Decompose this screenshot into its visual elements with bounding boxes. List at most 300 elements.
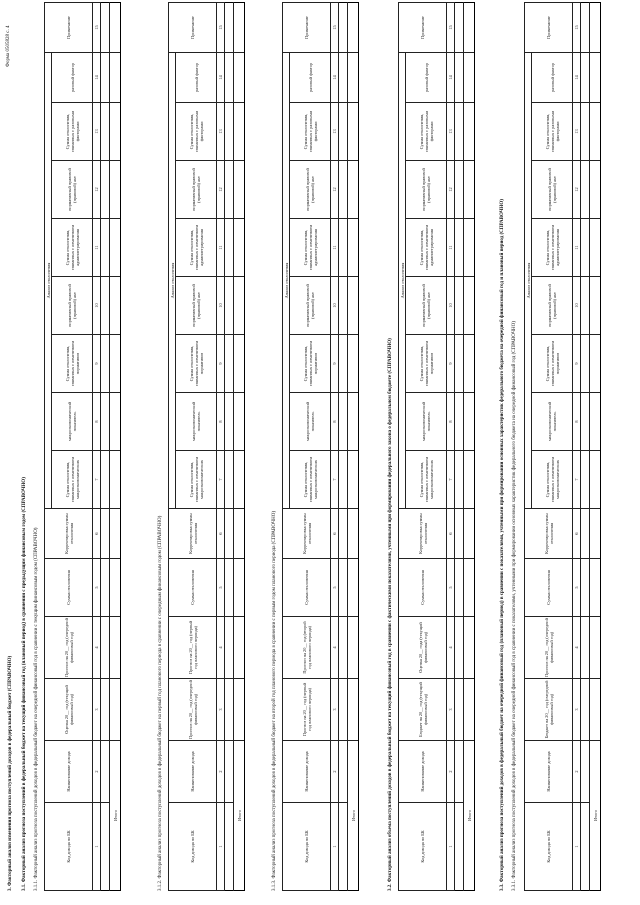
total-cell bbox=[234, 679, 245, 741]
data-cell bbox=[225, 559, 234, 617]
col-correction: Корректировка суммы отклонения bbox=[283, 509, 331, 559]
col-number: 13 bbox=[447, 103, 455, 161]
total-cell bbox=[590, 53, 601, 103]
data-cell bbox=[101, 509, 110, 559]
subsection-3-3-1: 3.3.1. Факторный анализ прогноза поступлений доходов в федеральный бюджет на очередной финансовый год в сравнении с показателями, учтенными при формировании основных характеристик федерального бюджета на очередной финансовый год (СПРАВОЧНО) bbox=[512, 321, 517, 891]
total-cell bbox=[590, 509, 601, 559]
col-number: 3 bbox=[331, 679, 339, 741]
col-norm: Сумма отклонения, связанных с изменением нормативов bbox=[532, 335, 573, 393]
col-number: 14 bbox=[573, 53, 581, 103]
total-cell bbox=[464, 219, 475, 277]
col-number: 5 bbox=[93, 559, 101, 617]
total-cell bbox=[110, 509, 121, 559]
data-cell bbox=[339, 219, 348, 277]
total-cell bbox=[110, 393, 121, 451]
data-cell bbox=[101, 103, 110, 161]
col-macro2: макроэкономический показатель bbox=[290, 393, 331, 451]
total-cell bbox=[348, 451, 359, 509]
total-cell bbox=[234, 161, 245, 219]
col-norm: Сумма отклонения, связанных с изменением нормативов bbox=[176, 335, 217, 393]
col-number: 10 bbox=[447, 277, 455, 335]
col-macro2: макроэкономический показатель bbox=[406, 393, 447, 451]
col-macro: Сумма отклонения, связанных с изменением макроэкономических bbox=[290, 451, 331, 509]
data-cell bbox=[455, 741, 464, 803]
total-cell bbox=[234, 277, 245, 335]
col-name: Наименование дохода bbox=[283, 741, 331, 803]
col-name: Наименование дохода bbox=[45, 741, 93, 803]
total-cell bbox=[348, 559, 359, 617]
col-npa: нормативный правовой (правовой) акт bbox=[406, 277, 447, 335]
total-cell bbox=[464, 393, 475, 451]
col-period-a: Прогноз на 20__ год (первый год планового периода) bbox=[283, 679, 331, 741]
data-cell bbox=[339, 335, 348, 393]
col-npa2: нормативный правовой (правовой) акт bbox=[176, 161, 217, 219]
col-kbk: Код дохода по БК bbox=[525, 803, 573, 891]
total-cell bbox=[348, 161, 359, 219]
col-correction: Корректировка суммы отклонения bbox=[45, 509, 93, 559]
data-cell bbox=[101, 679, 110, 741]
total-cell bbox=[110, 335, 121, 393]
col-number: 9 bbox=[217, 335, 225, 393]
data-cell bbox=[581, 53, 590, 103]
total-cell bbox=[464, 617, 475, 679]
col-number: 14 bbox=[447, 53, 455, 103]
col-other: Сумма отклонения, связанных с разовыми факторами bbox=[176, 103, 217, 161]
col-number: 13 bbox=[93, 103, 101, 161]
data-cell bbox=[339, 3, 348, 53]
data-cell bbox=[225, 3, 234, 53]
total-cell bbox=[234, 53, 245, 103]
total-cell bbox=[110, 219, 121, 277]
subsection-3-1-1: 3.1.1. Факторный анализ прогноза поступлений доходов в федеральный бюджет на очередной финансовый год в сравнении с текущим финансовым годом (СПРАВОЧНО) bbox=[34, 527, 39, 891]
col-number: 1 bbox=[217, 803, 225, 891]
col-number: 3 bbox=[217, 679, 225, 741]
col-macro: Сумма отклонения, связанных с изменением макроэкономических bbox=[406, 451, 447, 509]
total-cell bbox=[464, 53, 475, 103]
col-number: 3 bbox=[93, 679, 101, 741]
data-cell bbox=[101, 393, 110, 451]
factor-table bbox=[398, 2, 475, 891]
data-cell bbox=[101, 617, 110, 679]
data-cell bbox=[101, 161, 110, 219]
col-number: 15 bbox=[93, 3, 101, 53]
total-cell bbox=[110, 679, 121, 741]
col-analysis: Анализ отклонения bbox=[45, 53, 52, 509]
col-number: 7 bbox=[217, 451, 225, 509]
col-number: 11 bbox=[447, 219, 455, 277]
col-number: 2 bbox=[573, 741, 581, 803]
total-cell bbox=[464, 559, 475, 617]
data-cell bbox=[581, 3, 590, 53]
data-cell bbox=[225, 451, 234, 509]
col-period-b: Прогноз на 20__ год (первый год планового периода) bbox=[169, 617, 217, 679]
data-cell bbox=[339, 103, 348, 161]
data-cell bbox=[455, 617, 464, 679]
total-cell bbox=[348, 393, 359, 451]
col-correction: Корректировка суммы отклонения bbox=[169, 509, 217, 559]
total-label: Итого bbox=[234, 741, 245, 891]
col-period-a: Оценка 20__ год (текущий финансовый год) bbox=[45, 679, 93, 741]
total-cell bbox=[110, 277, 121, 335]
total-cell bbox=[234, 509, 245, 559]
col-number: 15 bbox=[447, 3, 455, 53]
data-cell bbox=[455, 509, 464, 559]
col-number: 7 bbox=[447, 451, 455, 509]
col-analysis: Анализ отклонения bbox=[283, 53, 290, 509]
total-cell bbox=[234, 393, 245, 451]
subsection-3-3: 3.3. Факторный анализ прогноза поступлений доходов в федеральный бюджет на очередной финансовый год (плановый период) в сравнении с показателями, учтенными при формировании основных характеристик федерального бюджета на очередной финансовый год и плановый период (СПРАВОЧНО) bbox=[500, 199, 505, 891]
data-cell bbox=[455, 559, 464, 617]
col-admin: Сумма отклонения, связанных с изменением администрирования bbox=[532, 219, 573, 277]
col-number: 6 bbox=[573, 509, 581, 559]
col-number: 3 bbox=[573, 679, 581, 741]
col-other: Сумма отклонения, связанных с разовыми факторами bbox=[290, 103, 331, 161]
total-cell bbox=[590, 335, 601, 393]
col-diff: Сумма отклонения bbox=[45, 559, 93, 617]
col-number: 12 bbox=[331, 161, 339, 219]
col-number: 12 bbox=[93, 161, 101, 219]
total-cell bbox=[234, 617, 245, 679]
col-notes: Примечание bbox=[169, 3, 217, 53]
col-number: 7 bbox=[93, 451, 101, 509]
col-single: разовый фактор bbox=[406, 53, 447, 103]
factor-table bbox=[524, 2, 601, 891]
col-admin: Сумма отклонения, связанных с изменением администрирования bbox=[176, 219, 217, 277]
col-period-b: Прогноз на 20__ год (очередной финансовый год) bbox=[45, 617, 93, 679]
col-number: 5 bbox=[217, 559, 225, 617]
data-cell bbox=[581, 393, 590, 451]
data-cell bbox=[455, 393, 464, 451]
total-cell bbox=[234, 219, 245, 277]
data-cell bbox=[339, 277, 348, 335]
col-kbk: Код дохода по БК bbox=[399, 803, 447, 891]
col-number: 5 bbox=[331, 559, 339, 617]
col-period-a: Бюджет на 20__ год (текущий финансовый год) bbox=[399, 679, 447, 741]
col-npa2: нормативный правовой (правовой) акт bbox=[532, 161, 573, 219]
data-cell bbox=[101, 451, 110, 509]
col-single: разовый фактор bbox=[176, 53, 217, 103]
data-cell bbox=[339, 53, 348, 103]
col-number: 8 bbox=[447, 393, 455, 451]
col-number: 15 bbox=[573, 3, 581, 53]
col-number: 11 bbox=[93, 219, 101, 277]
data-cell bbox=[225, 161, 234, 219]
total-cell bbox=[348, 679, 359, 741]
total-cell bbox=[110, 559, 121, 617]
data-cell bbox=[339, 451, 348, 509]
subsection-3-1: 3.1. Факторный анализ прогноза поступлений в федеральный бюджет на текущий финансовый год (плановый период) в сравнении с предыдущим финансовым годом (СПРАВОЧНО) bbox=[22, 477, 27, 891]
total-cell bbox=[464, 277, 475, 335]
data-cell bbox=[581, 103, 590, 161]
data-cell bbox=[581, 509, 590, 559]
total-cell bbox=[234, 103, 245, 161]
col-number: 6 bbox=[217, 509, 225, 559]
col-correction: Корректировка суммы отклонения bbox=[399, 509, 447, 559]
col-analysis: Анализ отклонения bbox=[399, 53, 406, 509]
col-number: 1 bbox=[573, 803, 581, 891]
col-number: 1 bbox=[93, 803, 101, 891]
data-cell bbox=[225, 335, 234, 393]
col-number: 6 bbox=[93, 509, 101, 559]
col-period-b: Прогноз на 20__ год (второй год планового периода) bbox=[283, 617, 331, 679]
col-notes: Примечание bbox=[399, 3, 447, 53]
col-macro: Сумма отклонения, связанных с изменением макроэкономических bbox=[532, 451, 573, 509]
col-number: 10 bbox=[217, 277, 225, 335]
total-cell bbox=[590, 451, 601, 509]
data-cell bbox=[101, 741, 110, 803]
data-cell bbox=[101, 803, 110, 891]
col-single: разовый фактор bbox=[52, 53, 93, 103]
total-cell bbox=[234, 3, 245, 53]
data-cell bbox=[225, 219, 234, 277]
col-number: 4 bbox=[447, 617, 455, 679]
col-number: 11 bbox=[573, 219, 581, 277]
factor-table bbox=[44, 2, 121, 891]
col-name: Наименование дохода bbox=[525, 741, 573, 803]
col-number: 8 bbox=[93, 393, 101, 451]
data-cell bbox=[581, 559, 590, 617]
total-cell bbox=[464, 679, 475, 741]
col-number: 6 bbox=[447, 509, 455, 559]
col-number: 15 bbox=[331, 3, 339, 53]
col-admin: Сумма отклонения, связанных с изменением администрирования bbox=[290, 219, 331, 277]
total-cell bbox=[590, 277, 601, 335]
total-cell bbox=[110, 617, 121, 679]
subsection-3-1-3: 3.1.3. Факторный анализ прогноза поступлений доходов в федеральный бюджет на второй год планового периода в сравнении с первым годом планового периода (СПРАВОЧНО) bbox=[272, 510, 277, 891]
col-number: 8 bbox=[217, 393, 225, 451]
col-number: 9 bbox=[93, 335, 101, 393]
data-cell bbox=[581, 617, 590, 679]
col-macro2: макроэкономический показатель bbox=[532, 393, 573, 451]
col-number: 2 bbox=[447, 741, 455, 803]
col-number: 2 bbox=[93, 741, 101, 803]
total-cell bbox=[348, 3, 359, 53]
total-cell bbox=[348, 53, 359, 103]
total-cell bbox=[234, 451, 245, 509]
col-number: 4 bbox=[573, 617, 581, 679]
col-number: 5 bbox=[447, 559, 455, 617]
data-cell bbox=[101, 219, 110, 277]
total-cell bbox=[110, 161, 121, 219]
section-title: 3. Факторный анализ изменения прогноза поступлений доходов в федеральный бюджет (СПРАВОЧНО) bbox=[8, 655, 13, 891]
col-number: 10 bbox=[573, 277, 581, 335]
data-cell bbox=[339, 559, 348, 617]
data-cell bbox=[455, 103, 464, 161]
total-cell bbox=[590, 559, 601, 617]
total-cell bbox=[590, 393, 601, 451]
data-cell bbox=[455, 219, 464, 277]
col-number: 11 bbox=[217, 219, 225, 277]
data-cell bbox=[581, 219, 590, 277]
col-number: 2 bbox=[331, 741, 339, 803]
data-cell bbox=[581, 451, 590, 509]
col-npa2: нормативный правовой (правовой) акт bbox=[290, 161, 331, 219]
col-name: Наименование дохода bbox=[399, 741, 447, 803]
col-number: 7 bbox=[331, 451, 339, 509]
col-notes: Примечание bbox=[525, 3, 573, 53]
data-cell bbox=[581, 803, 590, 891]
total-cell bbox=[464, 451, 475, 509]
col-other: Сумма отклонения, связанных с разовыми факторами bbox=[532, 103, 573, 161]
data-cell bbox=[225, 509, 234, 559]
col-number: 13 bbox=[331, 103, 339, 161]
col-npa: нормативный правовой (правовой) акт bbox=[532, 277, 573, 335]
data-cell bbox=[581, 277, 590, 335]
col-number: 13 bbox=[217, 103, 225, 161]
col-correction: Корректировка суммы отклонения bbox=[525, 509, 573, 559]
total-cell bbox=[348, 103, 359, 161]
total-cell bbox=[348, 617, 359, 679]
total-cell bbox=[590, 161, 601, 219]
col-norm: Сумма отклонения, связанных с изменением нормативов bbox=[290, 335, 331, 393]
col-admin: Сумма отклонения, связанных с изменением администрирования bbox=[52, 219, 93, 277]
data-cell bbox=[225, 679, 234, 741]
data-cell bbox=[455, 161, 464, 219]
col-number: 10 bbox=[93, 277, 101, 335]
data-cell bbox=[455, 679, 464, 741]
data-cell bbox=[455, 451, 464, 509]
total-cell bbox=[464, 509, 475, 559]
total-cell bbox=[234, 335, 245, 393]
col-npa: нормативный правовой (правовой) акт bbox=[176, 277, 217, 335]
total-label: Итого bbox=[110, 741, 121, 891]
total-cell bbox=[590, 617, 601, 679]
total-cell bbox=[110, 451, 121, 509]
total-cell bbox=[348, 335, 359, 393]
col-number: 5 bbox=[573, 559, 581, 617]
data-cell bbox=[581, 679, 590, 741]
col-number: 10 bbox=[331, 277, 339, 335]
data-cell bbox=[339, 803, 348, 891]
total-cell bbox=[348, 277, 359, 335]
data-cell bbox=[455, 53, 464, 103]
total-cell bbox=[110, 103, 121, 161]
data-cell bbox=[225, 393, 234, 451]
col-number: 14 bbox=[93, 53, 101, 103]
total-cell bbox=[348, 219, 359, 277]
col-number: 1 bbox=[331, 803, 339, 891]
col-number: 14 bbox=[331, 53, 339, 103]
col-npa2: нормативный правовой (правовой) акт bbox=[406, 161, 447, 219]
factor-table bbox=[282, 2, 359, 891]
col-period-b: Оценка 20__ года (текущий финансовый год) bbox=[399, 617, 447, 679]
col-macro2: макроэкономический показатель bbox=[176, 393, 217, 451]
data-cell bbox=[339, 161, 348, 219]
total-label: Итого bbox=[464, 741, 475, 891]
col-diff: Сумма отклонения bbox=[169, 559, 217, 617]
total-cell bbox=[110, 53, 121, 103]
col-diff: Сумма отклонения bbox=[399, 559, 447, 617]
col-kbk: Код дохода по БК bbox=[169, 803, 217, 891]
col-number: 14 bbox=[217, 53, 225, 103]
col-number: 4 bbox=[331, 617, 339, 679]
data-cell bbox=[339, 679, 348, 741]
total-cell bbox=[464, 3, 475, 53]
col-other: Сумма отклонения, связанных с разовыми факторами bbox=[406, 103, 447, 161]
col-number: 1 bbox=[447, 803, 455, 891]
data-cell bbox=[225, 741, 234, 803]
total-label: Итого bbox=[348, 741, 359, 891]
data-cell bbox=[581, 335, 590, 393]
data-cell bbox=[101, 277, 110, 335]
col-npa: нормативный правовой (правовой) акт bbox=[290, 277, 331, 335]
col-name: Наименование дохода bbox=[169, 741, 217, 803]
col-period-a: Бюджет на 20__ год (очередной финансовый год) bbox=[525, 679, 573, 741]
data-cell bbox=[225, 103, 234, 161]
total-cell bbox=[464, 335, 475, 393]
total-cell bbox=[348, 509, 359, 559]
data-cell bbox=[581, 741, 590, 803]
col-number: 4 bbox=[217, 617, 225, 679]
col-notes: Примечание bbox=[283, 3, 331, 53]
col-number: 12 bbox=[217, 161, 225, 219]
total-cell bbox=[590, 219, 601, 277]
col-kbk: Код дохода по БК bbox=[45, 803, 93, 891]
data-cell bbox=[225, 277, 234, 335]
col-admin: Сумма отклонения, связанных с изменением администрирования bbox=[406, 219, 447, 277]
col-period-b: Прогноз на 20__ год (очередной финансовый год) bbox=[525, 617, 573, 679]
col-number: 6 bbox=[331, 509, 339, 559]
data-cell bbox=[581, 161, 590, 219]
data-cell bbox=[225, 53, 234, 103]
data-cell bbox=[455, 3, 464, 53]
subsection-3-2: 3.2. Факторный анализ объема поступлений доходов в федеральный бюджет на текущий финансовый год в сравнении с фактическими показателями, учтенными при формировании федерального закона о федеральном бюджете (СПРАВОЧНО) bbox=[388, 338, 393, 891]
data-cell bbox=[225, 617, 234, 679]
col-number: 8 bbox=[331, 393, 339, 451]
col-number: 2 bbox=[217, 741, 225, 803]
col-number: 13 bbox=[573, 103, 581, 161]
data-cell bbox=[339, 509, 348, 559]
col-macro2: макроэкономический показатель bbox=[52, 393, 93, 451]
total-cell bbox=[590, 679, 601, 741]
col-single: разовый фактор bbox=[290, 53, 331, 103]
col-analysis: Анализ отклонения bbox=[525, 53, 532, 509]
total-cell bbox=[590, 3, 601, 53]
col-number: 4 bbox=[93, 617, 101, 679]
col-number: 8 bbox=[573, 393, 581, 451]
data-cell bbox=[101, 559, 110, 617]
col-npa2: нормативный правовой (правовой) акт bbox=[52, 161, 93, 219]
col-number: 9 bbox=[573, 335, 581, 393]
col-number: 12 bbox=[573, 161, 581, 219]
data-cell bbox=[339, 617, 348, 679]
col-analysis: Анализ отклонения bbox=[169, 53, 176, 509]
col-diff: Сумма отклонения bbox=[283, 559, 331, 617]
data-cell bbox=[101, 3, 110, 53]
subsection-3-1-2: 3.1.2. Факторный анализ прогноза поступлений доходов в федеральный бюджет на первый год планового периода в сравнении с очередным финансовым годом (СПРАВОЧНО) bbox=[158, 515, 163, 891]
data-cell bbox=[339, 741, 348, 803]
col-number: 9 bbox=[447, 335, 455, 393]
col-number: 15 bbox=[217, 3, 225, 53]
col-number: 9 bbox=[331, 335, 339, 393]
total-cell bbox=[590, 103, 601, 161]
data-cell bbox=[101, 335, 110, 393]
data-cell bbox=[455, 803, 464, 891]
col-number: 3 bbox=[447, 679, 455, 741]
col-number: 7 bbox=[573, 451, 581, 509]
data-cell bbox=[225, 803, 234, 891]
col-macro: Сумма отклонения, связанных с изменением макроэкономических bbox=[52, 451, 93, 509]
factor-table bbox=[168, 2, 245, 891]
col-other: Сумма отклонения, связанных с разовыми факторами bbox=[52, 103, 93, 161]
col-number: 11 bbox=[331, 219, 339, 277]
data-cell bbox=[455, 335, 464, 393]
col-period-a: Прогноз на 20__ год (очередной финансовый год) bbox=[169, 679, 217, 741]
total-label: Итого bbox=[590, 741, 601, 891]
col-norm: Сумма отклонения, связанных с изменением нормативов bbox=[52, 335, 93, 393]
col-npa: нормативный правовой (правовой) акт bbox=[52, 277, 93, 335]
total-cell bbox=[464, 103, 475, 161]
